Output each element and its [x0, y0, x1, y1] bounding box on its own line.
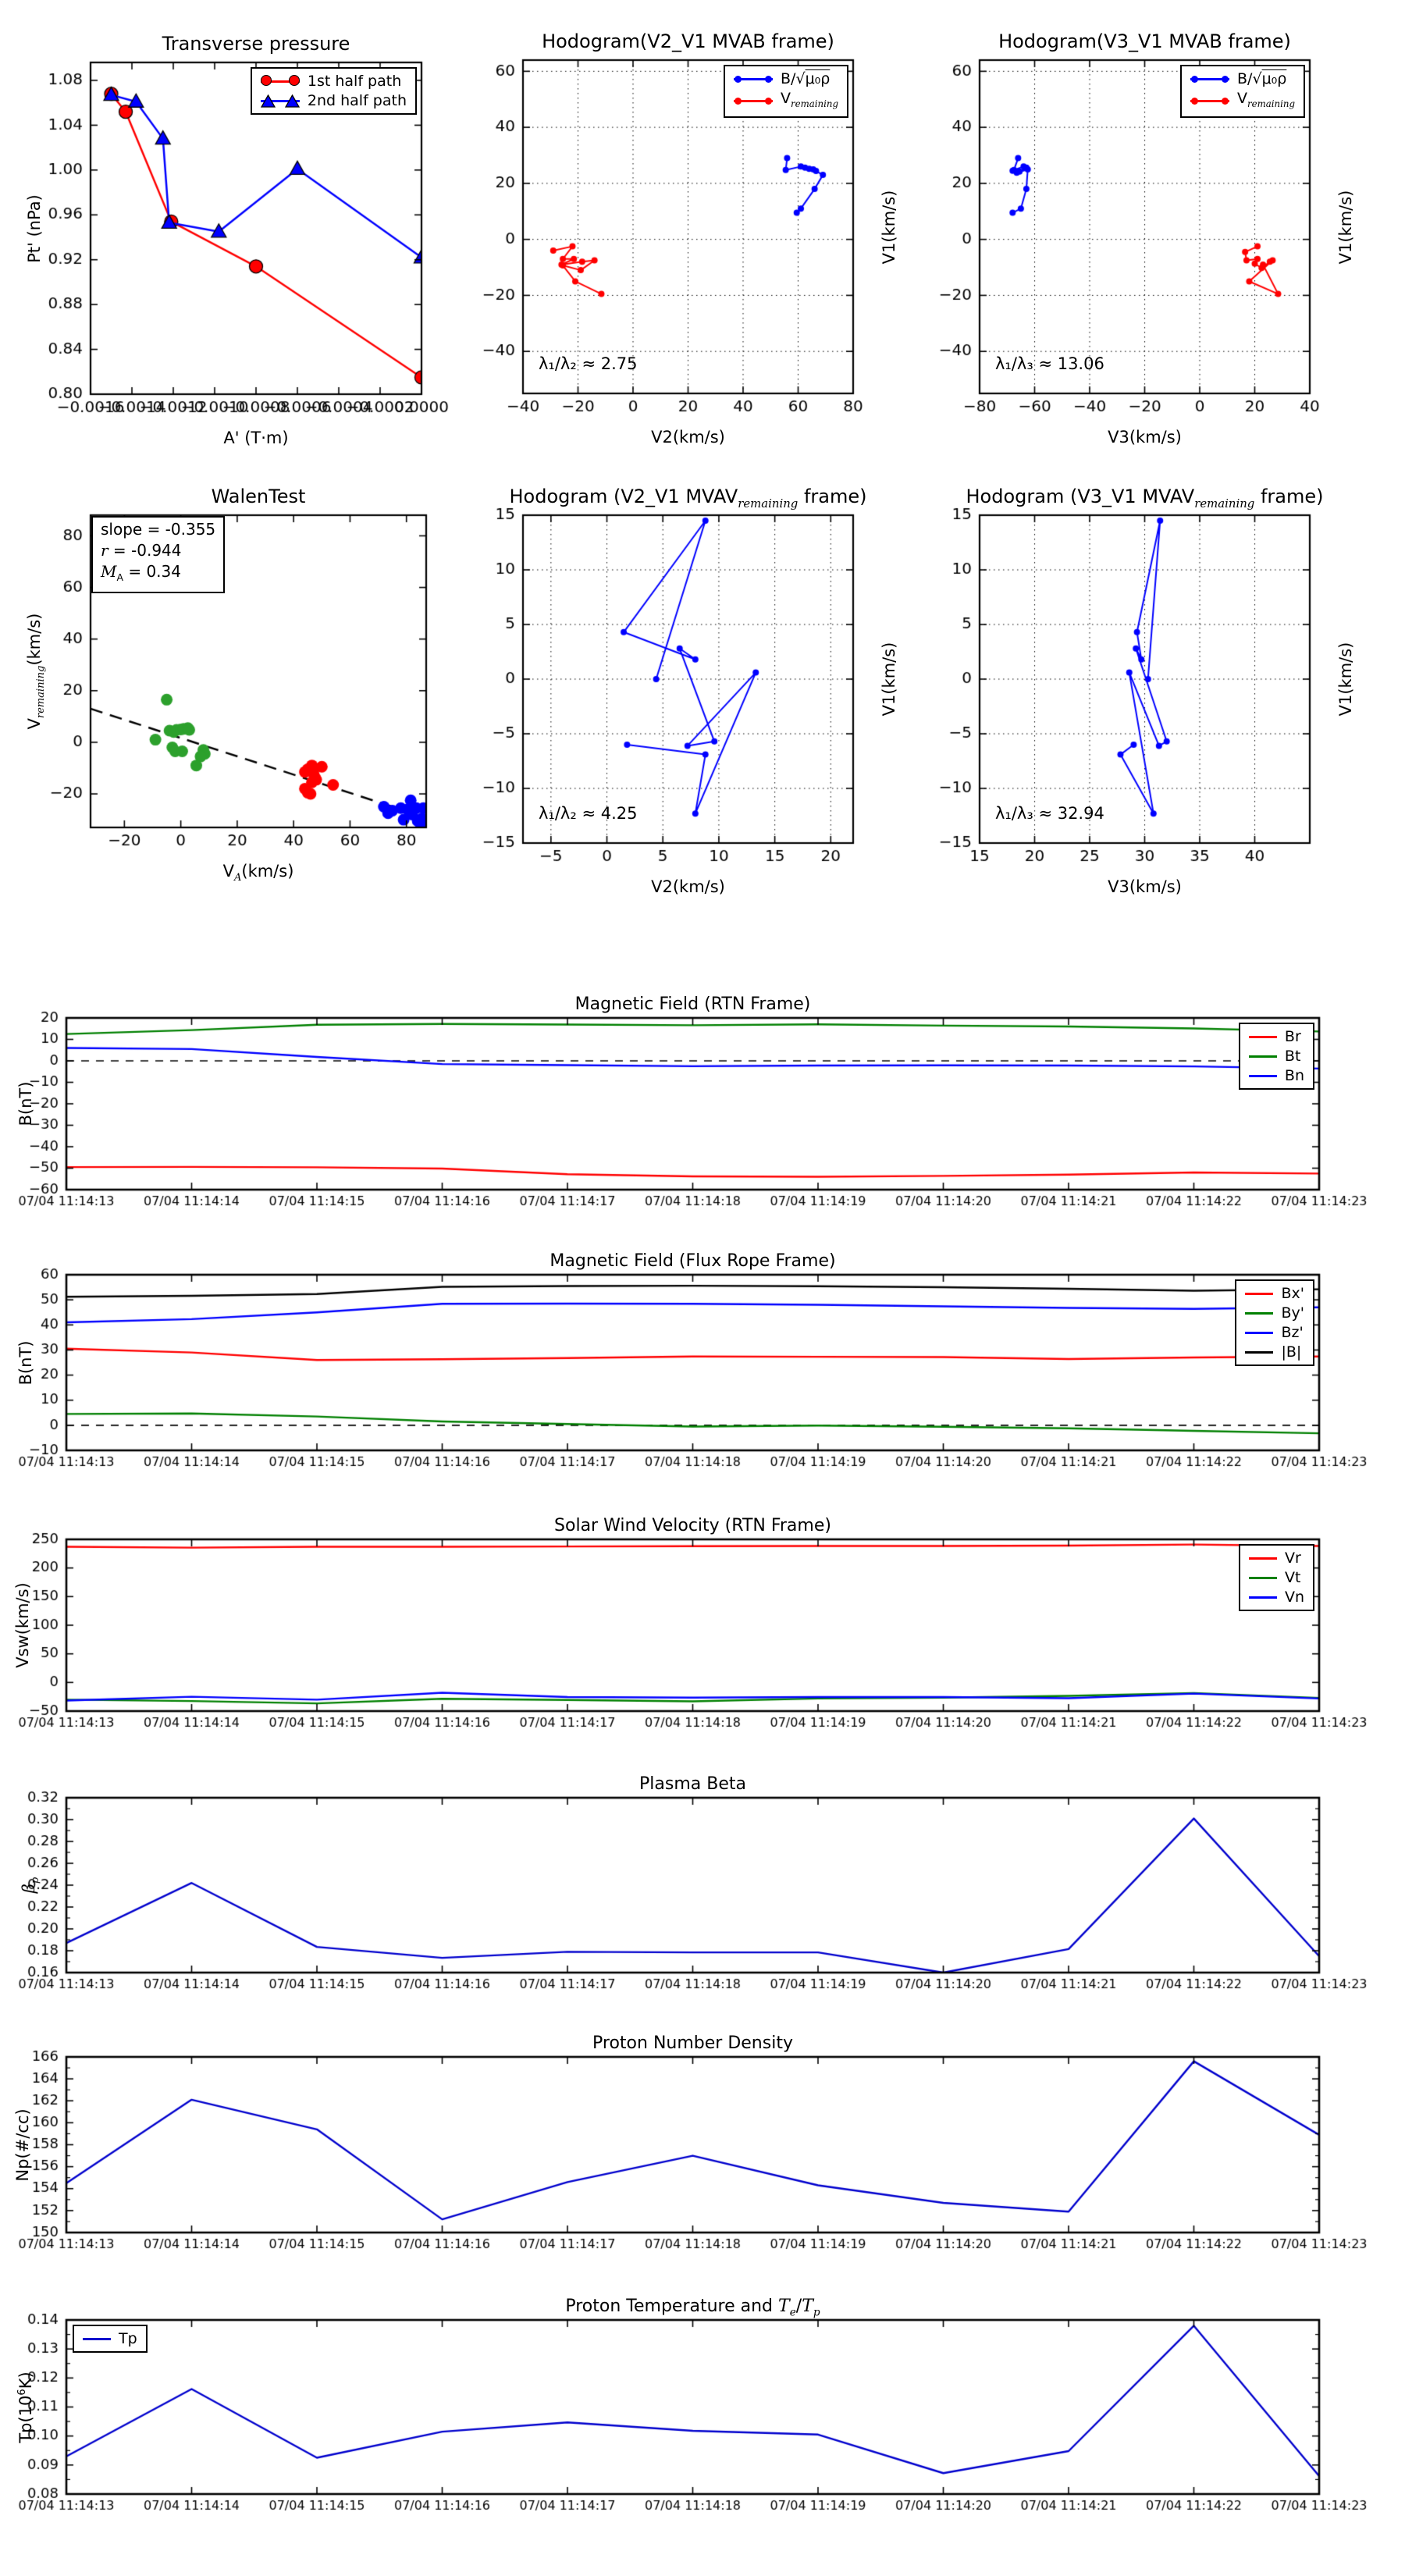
legend-label: Bx' — [1281, 1285, 1304, 1302]
y-axis-label: V1(km/s) — [1336, 642, 1355, 717]
magnetic-field-flux-rope-panel — [0, 1226, 1405, 1483]
plot-title: Proton Temperature and $T_e/T_p$ — [565, 2297, 820, 2319]
legend-entry — [1249, 1048, 1304, 1065]
legend-marker-icon — [1190, 94, 1229, 108]
legend — [1180, 65, 1305, 118]
legend-label: Bt — [1284, 1048, 1301, 1065]
legend — [1235, 1279, 1314, 1366]
legend-marker-icon — [1245, 1345, 1273, 1359]
legend-entry — [1249, 1067, 1304, 1084]
magnetic-field-rtn-panel — [0, 968, 1405, 1226]
legend-entry — [261, 92, 407, 109]
legend-entry — [1245, 1285, 1304, 1302]
legend — [1239, 1023, 1314, 1090]
plot-title: Magnetic Field (RTN Frame) — [574, 994, 811, 1014]
eigenvalue-ratio-annotation: λ₁/λ₂ ≈ 4.25 — [539, 804, 638, 823]
x-axis-label: A' (T·m) — [223, 429, 289, 447]
legend — [1239, 1544, 1314, 1611]
legend-label: B/√μ₀ρ — [781, 70, 831, 87]
legend-label: 1st half path — [307, 73, 402, 90]
plot-title: Proton Number Density — [592, 2033, 793, 2053]
transverse-pressure-chart — [25, 12, 459, 487]
legend-label: Bn — [1284, 1067, 1304, 1084]
hodogram-v3v1-mvav-chart — [925, 486, 1393, 968]
plot-title: Magnetic Field (Flux Rope Frame) — [550, 1251, 836, 1271]
legend-marker-icon — [1249, 1551, 1277, 1565]
y-axis-label: B(nT) — [16, 1081, 35, 1126]
legend-entry — [1249, 1550, 1304, 1567]
x-axis-label: V3(km/s) — [1108, 428, 1182, 447]
x-axis-label: $V_A(km/s)$ — [222, 862, 294, 884]
plot-canvas — [468, 12, 927, 487]
walen-test-chart — [24, 486, 459, 968]
y-axis-label: $Tp(10^6K)$ — [16, 2371, 35, 2443]
legend-marker-icon — [1245, 1325, 1273, 1340]
legend-entry — [1190, 90, 1295, 112]
plasma-beta-panel — [0, 1749, 1405, 2006]
legend — [724, 65, 848, 118]
x-axis-label: V3(km/s) — [1108, 877, 1182, 896]
eigenvalue-ratio-annotation: λ₁/λ₂ ≈ 2.75 — [539, 354, 638, 373]
x-axis-label: V2(km/s) — [651, 428, 725, 447]
legend-marker-icon — [1190, 72, 1229, 86]
legend-entry — [83, 2330, 137, 2347]
legend-marker-icon — [1249, 1571, 1277, 1585]
legend-label: Bz' — [1281, 1324, 1304, 1341]
y-axis-label: Np(#/cc) — [13, 2108, 32, 2182]
legend-marker-icon — [1249, 1069, 1277, 1083]
eigenvalue-ratio-annotation: λ₁/λ₃ ≈ 32.94 — [995, 804, 1104, 823]
hodogram-v3v1-mvab-chart — [925, 12, 1393, 487]
proton-density-panel — [0, 2006, 1405, 2264]
legend-marker-icon — [1245, 1306, 1273, 1320]
fit-stats-box — [91, 516, 225, 593]
plot-title: Hodogram (V2_V1 $MVAV_{remaining}$ frame) — [509, 486, 867, 511]
legend-label: $V_{remaining}$ — [1237, 90, 1295, 109]
y-axis-label: $\beta_p$ — [19, 1877, 42, 1894]
plot-canvas — [925, 12, 1393, 487]
y-axis-label: Pt' (nPa) — [25, 194, 44, 263]
plot-title: Transverse pressure — [162, 33, 350, 55]
solar-wind-velocity-panel — [0, 1487, 1405, 1745]
legend-marker-icon — [261, 74, 300, 88]
legend-entry — [1249, 1028, 1304, 1045]
y-axis-label: B(nT) — [16, 1340, 35, 1385]
hodogram-v2v1-mvav-chart — [468, 486, 927, 968]
legend-marker-icon — [83, 2332, 111, 2346]
legend-entry — [1249, 1569, 1304, 1586]
legend-entry — [1245, 1304, 1304, 1322]
legend-entry — [734, 70, 838, 87]
legend-entry — [734, 90, 838, 112]
hodogram-v2v1-mvab-chart — [468, 12, 927, 487]
legend-marker-icon — [1249, 1030, 1277, 1044]
legend-entry — [1190, 70, 1295, 87]
legend-label: Vn — [1284, 1589, 1304, 1606]
y-axis-label: V1(km/s) — [880, 190, 898, 264]
legend-marker-icon — [261, 94, 300, 108]
alfven-mach-value: $M_A = 0.34$ — [101, 562, 181, 583]
y-axis-label: V1(km/s) — [1336, 190, 1355, 264]
fit-correlation-value: r = -0.944 — [101, 541, 182, 560]
plot-title: Hodogram (V3_V1 $MVAV_{remaining}$ frame) — [966, 486, 1324, 511]
legend-label: By' — [1281, 1304, 1304, 1322]
legend-entry — [1249, 1589, 1304, 1606]
legend-label: B/√μ₀ρ — [1237, 70, 1287, 87]
y-axis-label: V1(km/s) — [880, 642, 898, 717]
plot-title: WalenTest — [211, 486, 306, 507]
legend-label: Vr — [1284, 1550, 1301, 1567]
y-axis-label: Vsw(km/s) — [13, 1582, 32, 1668]
y-axis-label: $V_{remaining}(km/s)$ — [24, 613, 48, 730]
plot-title: Solar Wind Velocity (RTN Frame) — [554, 1516, 831, 1535]
legend-label: |B| — [1281, 1343, 1302, 1361]
legend — [251, 67, 417, 115]
x-axis-label: V2(km/s) — [651, 877, 725, 896]
legend-marker-icon — [734, 94, 773, 108]
fit-slope-value: slope = -0.355 — [101, 520, 216, 539]
eigenvalue-ratio-annotation: λ₁/λ₃ ≈ 13.06 — [995, 354, 1104, 373]
legend-entry — [1245, 1343, 1304, 1361]
legend-label: Vt — [1284, 1569, 1301, 1586]
legend-label: Br — [1284, 1028, 1301, 1045]
legend-marker-icon — [1249, 1590, 1277, 1604]
legend-label: 2nd half path — [307, 92, 407, 109]
legend-label: Tp — [119, 2330, 137, 2347]
plot-title: Plasma Beta — [639, 1774, 746, 1794]
proton-temperature-panel — [0, 2268, 1405, 2537]
plot-title: Hodogram(V3_V1 MVAB frame) — [998, 30, 1291, 52]
legend-marker-icon — [1249, 1049, 1277, 1063]
legend-entry — [261, 73, 407, 90]
legend-marker-icon — [734, 72, 773, 86]
legend-entry — [1245, 1324, 1304, 1341]
legend-marker-icon — [1245, 1286, 1273, 1300]
legend — [73, 2325, 148, 2353]
legend-label: $V_{remaining}$ — [781, 90, 838, 109]
plot-title: Hodogram(V2_V1 MVAB frame) — [542, 30, 834, 52]
